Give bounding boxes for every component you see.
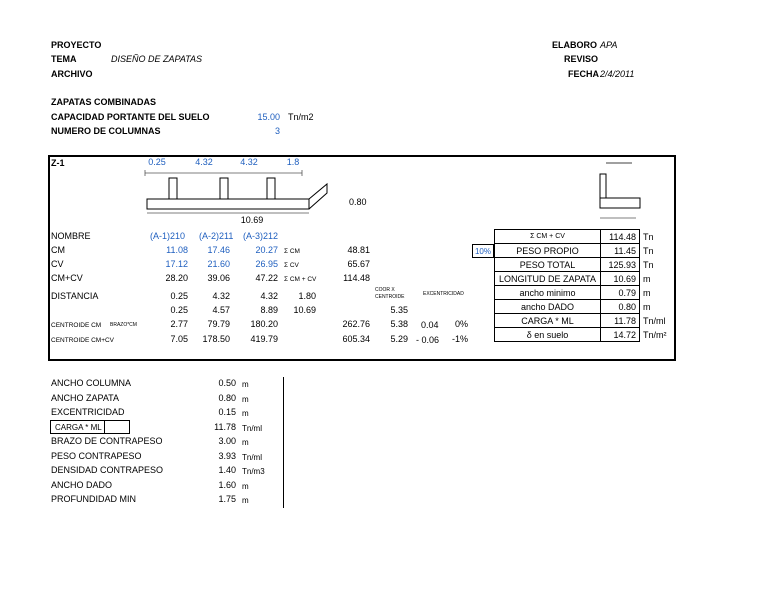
column-name: (A-2)211 — [199, 231, 234, 241]
summary-value: 14.72 — [601, 328, 640, 342]
dim-label: 4.32 — [240, 157, 258, 167]
centroide-cm-label: CENTROIDE CM — [51, 322, 102, 329]
proyecto-label: PROYECTO — [51, 40, 102, 50]
summary-row — [495, 244, 677, 258]
centroide-cm-exc: 0.04 — [421, 320, 439, 330]
percent-box — [472, 244, 494, 258]
param-value: 1.75 — [218, 494, 236, 504]
cmcv-value: 28.20 — [165, 273, 188, 283]
summary-label: ancho DADO — [495, 300, 601, 314]
centroide-cmcv-sum: 605.34 — [342, 334, 370, 344]
summary-label: PESO TOTAL — [495, 258, 601, 272]
param-value: 3.93 — [218, 450, 236, 461]
summary-label: CARGA * ML — [495, 314, 601, 328]
capacidad-value: 15.00 — [257, 112, 280, 122]
divider — [283, 377, 284, 508]
cv-value: 26.95 — [255, 259, 278, 269]
param-unit: Tn/ml — [242, 452, 262, 462]
cm-sum-label: Σ CM — [284, 248, 300, 255]
cm-value: 11.08 — [166, 245, 188, 255]
summary-label: PESO PROPIO — [495, 244, 601, 258]
reviso-label: REVISO — [564, 54, 599, 64]
coor-centroide-value: 5.35 — [390, 305, 408, 315]
param-label: ANCHO COLUMNA — [51, 378, 132, 388]
cv-value: 21.60 — [207, 259, 230, 269]
param-unit: m — [242, 481, 249, 491]
param-unit: m — [242, 394, 249, 404]
param-label: BRAZO DE CONTRAPESO — [51, 436, 163, 446]
summary-label: δ en suelo — [495, 328, 601, 342]
cm-sum: 48.81 — [347, 245, 370, 255]
centroide-cm-pct: 0% — [455, 319, 469, 329]
elaboro-value: APA — [600, 40, 618, 50]
footing-section-drawing — [594, 160, 650, 222]
summary-unit: Tn — [643, 245, 654, 256]
columnas-label: NUMERO DE COLUMNAS — [51, 126, 161, 136]
param-value: 1.40 — [218, 465, 236, 475]
summary-table — [494, 229, 677, 342]
param-unit: Tn/m3 — [242, 467, 265, 476]
columnas-value: 3 — [274, 126, 280, 136]
cmcv-label: CM+CV — [51, 273, 83, 283]
fecha-label: FECHA — [568, 69, 599, 79]
param-unit: m — [242, 409, 249, 418]
summary-value: 11.78 — [601, 314, 640, 328]
summary-unit: Tn — [643, 231, 654, 242]
distance-value: 4.32 — [260, 291, 278, 301]
cv-sum: 65.67 — [347, 259, 370, 269]
param-label: DENSIDAD CONTRAPESO — [51, 465, 164, 475]
param-label: EXCENTRICIDAD — [51, 407, 125, 417]
cm-value: 17.46 — [207, 245, 230, 255]
param-label: CARGA * ML — [55, 422, 102, 432]
cmcv-value: 39.06 — [207, 273, 230, 283]
intro-title: ZAPATAS COMBINADAS — [51, 97, 156, 107]
summary-row — [495, 328, 677, 342]
param-value: 3.00 — [218, 436, 236, 446]
summary-label: ancho minimo — [495, 286, 601, 300]
param-value: 0.50 — [218, 378, 236, 388]
param-unit: m — [242, 438, 249, 447]
distancia-label: DISTANCIA — [51, 291, 99, 301]
summary-value: 114.48 — [601, 230, 640, 244]
param-label: ANCHO DADO — [51, 479, 113, 490]
summary-unit: Tn/ml — [643, 315, 666, 326]
summary-label: LONGITUD DE ZAPATA — [495, 272, 601, 286]
centroide-cmcv-value: 7.05 — [170, 334, 188, 344]
centroide-cm-value: 180.20 — [250, 319, 278, 329]
capacidad-unit: Tn/m2 — [288, 112, 314, 122]
param-unit: m — [242, 380, 249, 389]
footing-id: Z-1 — [51, 158, 65, 168]
centroide-cmcv-value: 178.50 — [202, 334, 230, 344]
summary-unit: m — [643, 287, 651, 298]
percent-value: 10% — [474, 247, 491, 256]
distance-value: 1.80 — [298, 291, 316, 301]
brazo-cm-label: BRAZO*CM — [110, 322, 137, 328]
total-length-label: 10.69 — [240, 215, 264, 225]
centroide-cmcv-label: CENTROIDE CM+CV — [51, 337, 115, 344]
summary-value: 0.80 — [601, 300, 640, 314]
centroide-cmcv-exc: - 0.06 — [416, 335, 440, 345]
cumulative-distance: 0.25 — [170, 305, 188, 315]
distance-value: 4.32 — [212, 291, 230, 301]
param-label: PESO CONTRAPESO — [51, 450, 142, 461]
summary-value: 0.79 — [601, 286, 640, 300]
param-value: 1.60 — [218, 479, 236, 490]
centroide-cm-sum: 262.76 — [342, 319, 370, 329]
centroide-cm-value: 79.79 — [207, 319, 230, 329]
excentricidad-label: EXCENTRICIDAD — [423, 291, 464, 297]
centroide-cm-value: 2.77 — [170, 319, 188, 329]
cumulative-distance: 10.69 — [293, 305, 316, 315]
param-unit: Tn/ml — [242, 423, 262, 433]
summary-label: Σ CM + CV — [495, 230, 601, 244]
cumulative-distance: 8.89 — [260, 305, 278, 315]
param-value: 11.78 — [214, 421, 236, 432]
cv-sum-label: Σ CV — [284, 262, 299, 269]
archivo-label: ARCHIVO — [51, 69, 93, 79]
cm-label: CM — [51, 245, 65, 255]
param-label: ANCHO ZAPATA — [51, 392, 120, 403]
param-value: 0.15 — [218, 407, 236, 417]
summary-row — [495, 286, 677, 300]
summary-row — [495, 230, 677, 244]
centroide-cmcv-x: 5.29 — [390, 334, 408, 344]
summary-unit: Tn — [643, 259, 654, 270]
tema-label: TEMA — [51, 54, 77, 64]
centroide-cmcv-value: 419.79 — [250, 334, 278, 344]
elaboro-label: ELABORO — [552, 40, 597, 50]
column-name: (A-3)212 — [243, 231, 279, 241]
cv-label: CV — [51, 259, 64, 269]
cmcv-value: 47.22 — [255, 273, 278, 283]
cm-value: 20.27 — [255, 245, 278, 255]
param-label: PROFUNDIDAD MIN — [51, 494, 136, 504]
coor-centroide-label: COOR X CENTROIDE — [375, 287, 405, 300]
summary-value: 10.69 — [601, 272, 640, 286]
divider — [104, 420, 105, 434]
dim-label: 1.8 — [286, 157, 300, 167]
centroide-cmcv-pct: -1% — [452, 334, 469, 344]
nombre-label: NOMBRE — [51, 231, 91, 241]
cmcv-sum-label: Σ CM + CV — [284, 276, 317, 283]
summary-row — [495, 314, 677, 328]
fecha-value: 2/4/2011 — [600, 69, 635, 79]
column-name: (A-1)210 — [150, 231, 186, 241]
param-value: 0.80 — [218, 392, 236, 403]
summary-unit: Tn/m² — [643, 329, 667, 340]
summary-row — [495, 258, 677, 272]
distance-value: 0.25 — [170, 291, 188, 301]
dim-label: 4.32 — [195, 157, 213, 167]
capacidad-label: CAPACIDAD PORTANTE DEL SUELO — [51, 112, 210, 122]
cv-value: 17.12 — [165, 259, 188, 269]
summary-value: 11.45 — [601, 244, 640, 258]
carga-ml-box — [50, 420, 130, 434]
cmcv-sum: 114.48 — [343, 273, 370, 283]
dim-label: 0.25 — [148, 157, 166, 167]
tema-value: DISEÑO DE ZAPATAS — [111, 54, 203, 64]
summary-unit: m — [643, 273, 651, 284]
summary-value: 125.93 — [601, 258, 640, 272]
cumulative-distance: 4.57 — [212, 305, 230, 315]
summary-unit: m — [643, 301, 651, 312]
height-label: 0.80 — [349, 197, 367, 207]
centroide-cm-x: 5.38 — [390, 319, 408, 329]
summary-row — [495, 300, 677, 314]
param-unit: m — [242, 496, 249, 505]
summary-row — [495, 272, 677, 286]
